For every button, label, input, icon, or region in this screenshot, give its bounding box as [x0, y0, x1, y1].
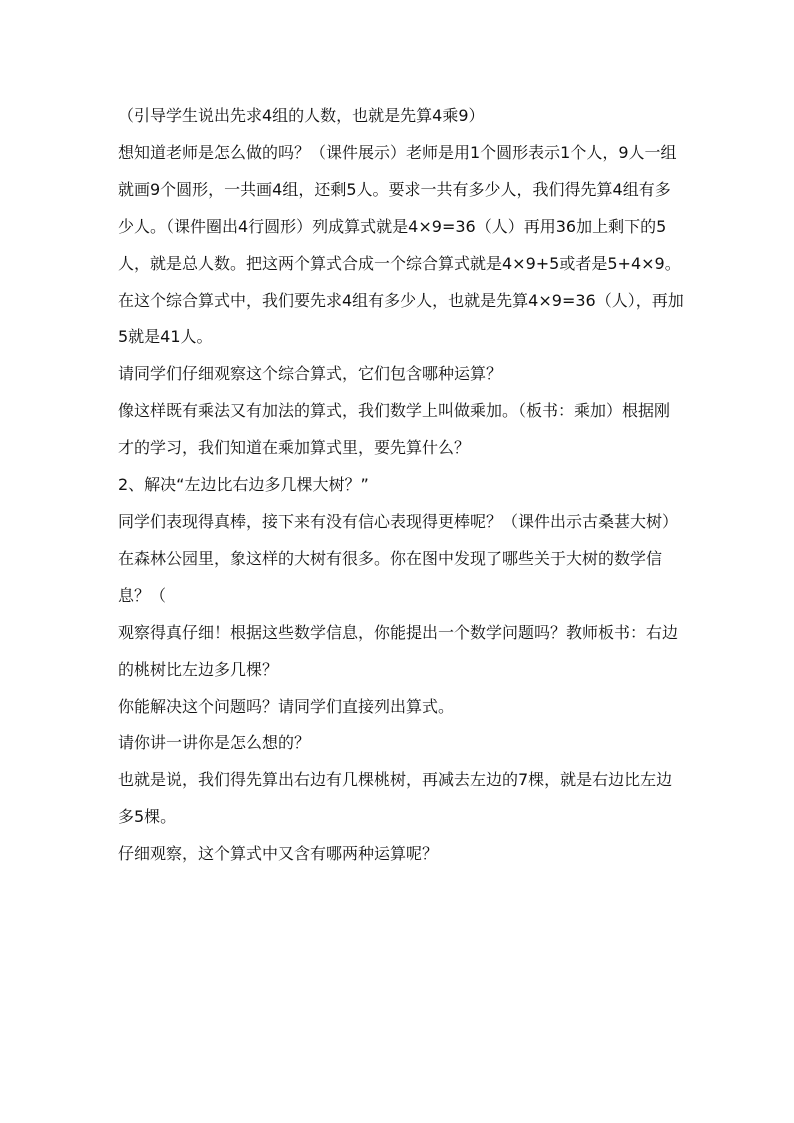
paragraph-two-operations: 仔细观察，这个算式中又含有哪两种运算呢？: [118, 844, 439, 864]
paragraph-ask-question: 观察得真仔细！根据这些数学信息，你能提出一个数学问题吗？教师板书：右边的桃树比左边多几棵？: [118, 622, 679, 679]
document-body: [118, 98, 684, 873]
paragraph-forest-park: 同学们表现得真棒，接下来有没有信心表现得更棒呢？（课件出示古桑葚大树）在森林公园里，象这样的大树有很多。你在图中发现了哪些关于大树的数学信息？（: [118, 511, 679, 605]
paragraph-guide-students: （引导学生说出先求4组的人数，也就是先算4乘9）: [118, 106, 485, 125]
paragraph-solve-problem: 你能解决这个问题吗？请同学们直接列出算式。: [118, 696, 455, 716]
paragraph-multiply-add: 像这样既有乘法又有加法的算式，我们数学上叫做乘加。（板书：乘加）根据刚才的学习，我们知道在乘加算式里，要先算什么？: [118, 401, 671, 458]
paragraph-teacher-method: 想知道老师是怎么做的吗？（课件展示）老师是用1个圆形表示1个人，9人一组就画9个圆形，一共画4组，还剩5人。要求一共有多少人，我们得先算4组有多少人。（课件圈出4行圆形）列成算式就是4×9=36（人）再用36加上剩下的5人，就是总人数。把这两个算式合成一个综合算式就是4×9+5或者是5+4×9。在这个综合算式中，我们要先求4组有多少人，也就是先算4×9=36（人），再加5就是41人。: [118, 142, 684, 347]
paragraph-peach-trees: 也就是说，我们得先算出右边有几棵桃树，再减去左边的7棵，就是右边比左边多5棵。: [118, 770, 673, 827]
paragraph-observe-formula: 请同学们仔细观察这个综合算式，它们包含哪种运算？: [118, 364, 503, 384]
paragraph-explain-thinking: 请你讲一讲你是怎么想的？: [118, 733, 311, 753]
section-heading-trees: 2、解决“左边比右边多几棵大树？”: [118, 475, 369, 495]
